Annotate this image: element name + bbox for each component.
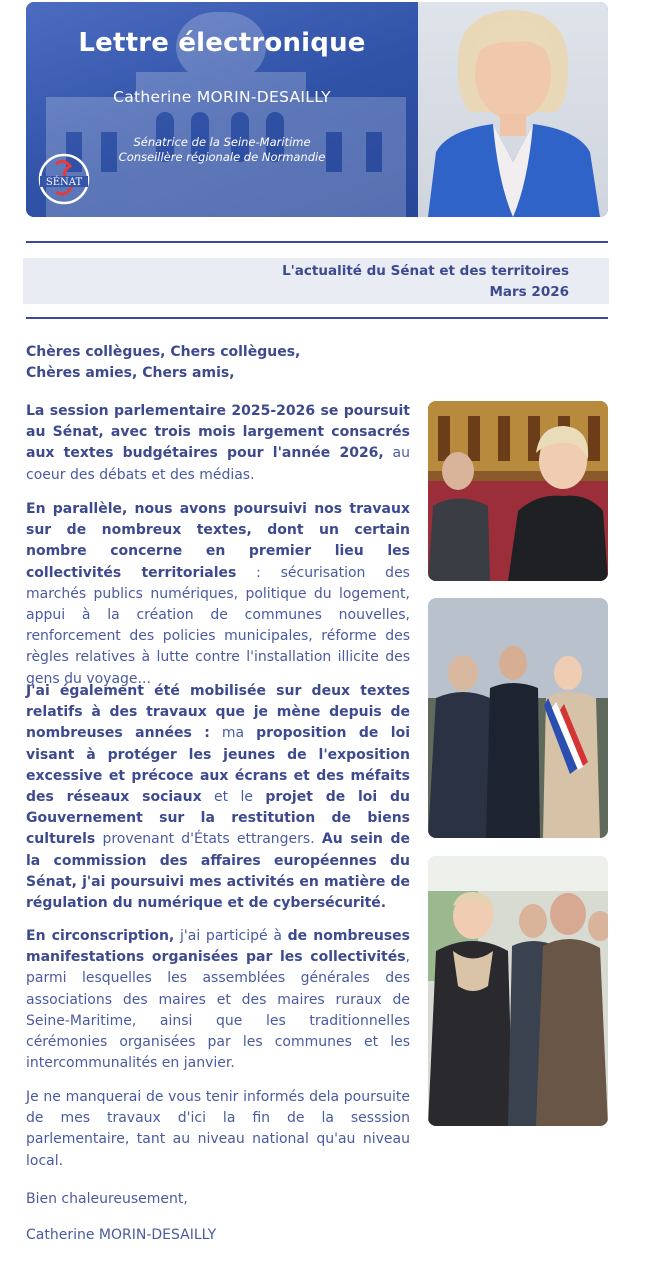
greeting-line-2: Chères amies, Chers amis,	[26, 365, 235, 381]
senator-name: Catherine MORIN-DESAILLY	[113, 88, 331, 106]
p3-bold-4: Au sein de la commission des affaires européennes du Sénat, j'ai poursuivi mes activités en matière de régulation du numérique et de cybersécurité.	[26, 831, 410, 912]
p3-text-2: et le	[201, 789, 266, 806]
p2-bold: En parallèle, nous avons poursuivi nos travaux sur de nombreux textes, dont un certain nombre concerne en premier lieu les collectivités territoriales	[26, 501, 410, 581]
divider-top	[26, 241, 608, 243]
photo-assembly-meeting	[428, 856, 608, 1126]
photo-senate-hemicycle	[428, 401, 608, 581]
p2-text: : sécurisation des marchés publics numériques, politique du logement, appui à la création de communes nouvelles, renforcement des policies municipales, réforme des règles relatives à lutte contre l'installation illicite des gens du voyage...	[26, 564, 410, 687]
p3-bold-3: projet de loi du Gouvernement sur la restitution de biens culturels	[26, 789, 411, 848]
p4-text-2: , parmi lesquelles les assemblées générales des associations des maires et des maires ruraux de Seine-Maritime, ainsi que les traditionnelles cérémonies organisées par les communes et les intercommunalités en janvier.	[26, 949, 410, 1072]
issue-heading: L'actualité du Sénat et des territoires	[282, 263, 569, 279]
p4-text-1: j'ai participé à	[174, 928, 288, 944]
senat-logo	[36, 150, 92, 208]
paragraph-mobilisation	[26, 681, 410, 914]
p3-text-1: ma	[209, 725, 257, 742]
issue-date: Mars 2026	[489, 284, 569, 300]
portrait-illustration	[418, 2, 608, 217]
paragraph-texts	[26, 499, 410, 690]
p3-bold-1: J'ai également été mobilisée sur deux textes relatifs à des travaux que je mène depuis de nombreuses années :	[26, 683, 410, 742]
paragraph-session	[26, 401, 410, 486]
p4-bold-1: En circonscription,	[26, 928, 175, 944]
p1-text: au coeur des débats et des médias.	[26, 445, 411, 483]
svg-text:SÉNAT: SÉNAT	[45, 177, 83, 188]
paragraph-conclusion: Je ne manquerai de vous tenir informés dela poursuite de mes travaux d'ici la fin de la sesssion parlementaire, tant au niveau national qu'au niveau local.	[26, 1089, 410, 1169]
newsletter-title: Lettre électronique	[78, 28, 366, 58]
senator-role-1: Sénatrice de la Seine-Maritime	[133, 135, 311, 149]
p3-text-3: provenant d'États ettrangers.	[95, 831, 322, 848]
p4-bold-2: de nombreuses manifestations organisées par les collectivités	[26, 928, 410, 966]
issue-band	[23, 258, 609, 304]
senator-portrait	[418, 2, 608, 217]
p1-bold: La session parlementaire 2025-2026 se poursuit au Sénat, avec trois mois largement consacrés aux textes budgétaires pour l'année 2026,	[26, 403, 410, 462]
divider-bottom	[26, 317, 608, 319]
senator-role-2: Conseillère régionale de Normandie	[118, 150, 326, 164]
header-banner	[26, 2, 608, 217]
closing: Bien chaleureusement,	[26, 1191, 188, 1207]
photo-mayors-event	[428, 598, 608, 838]
p3-bold-2: proposition de loi visant à protéger les jeunes de l'exposition excessive et précoce aux écrans et des méfaits des réseaux sociaux	[26, 725, 411, 806]
signature: Catherine MORIN-DESAILLY	[26, 1227, 217, 1243]
greeting-line-1: Chères collègues, Chers collègues,	[26, 344, 301, 360]
paragraph-circonscription	[26, 926, 410, 1074]
